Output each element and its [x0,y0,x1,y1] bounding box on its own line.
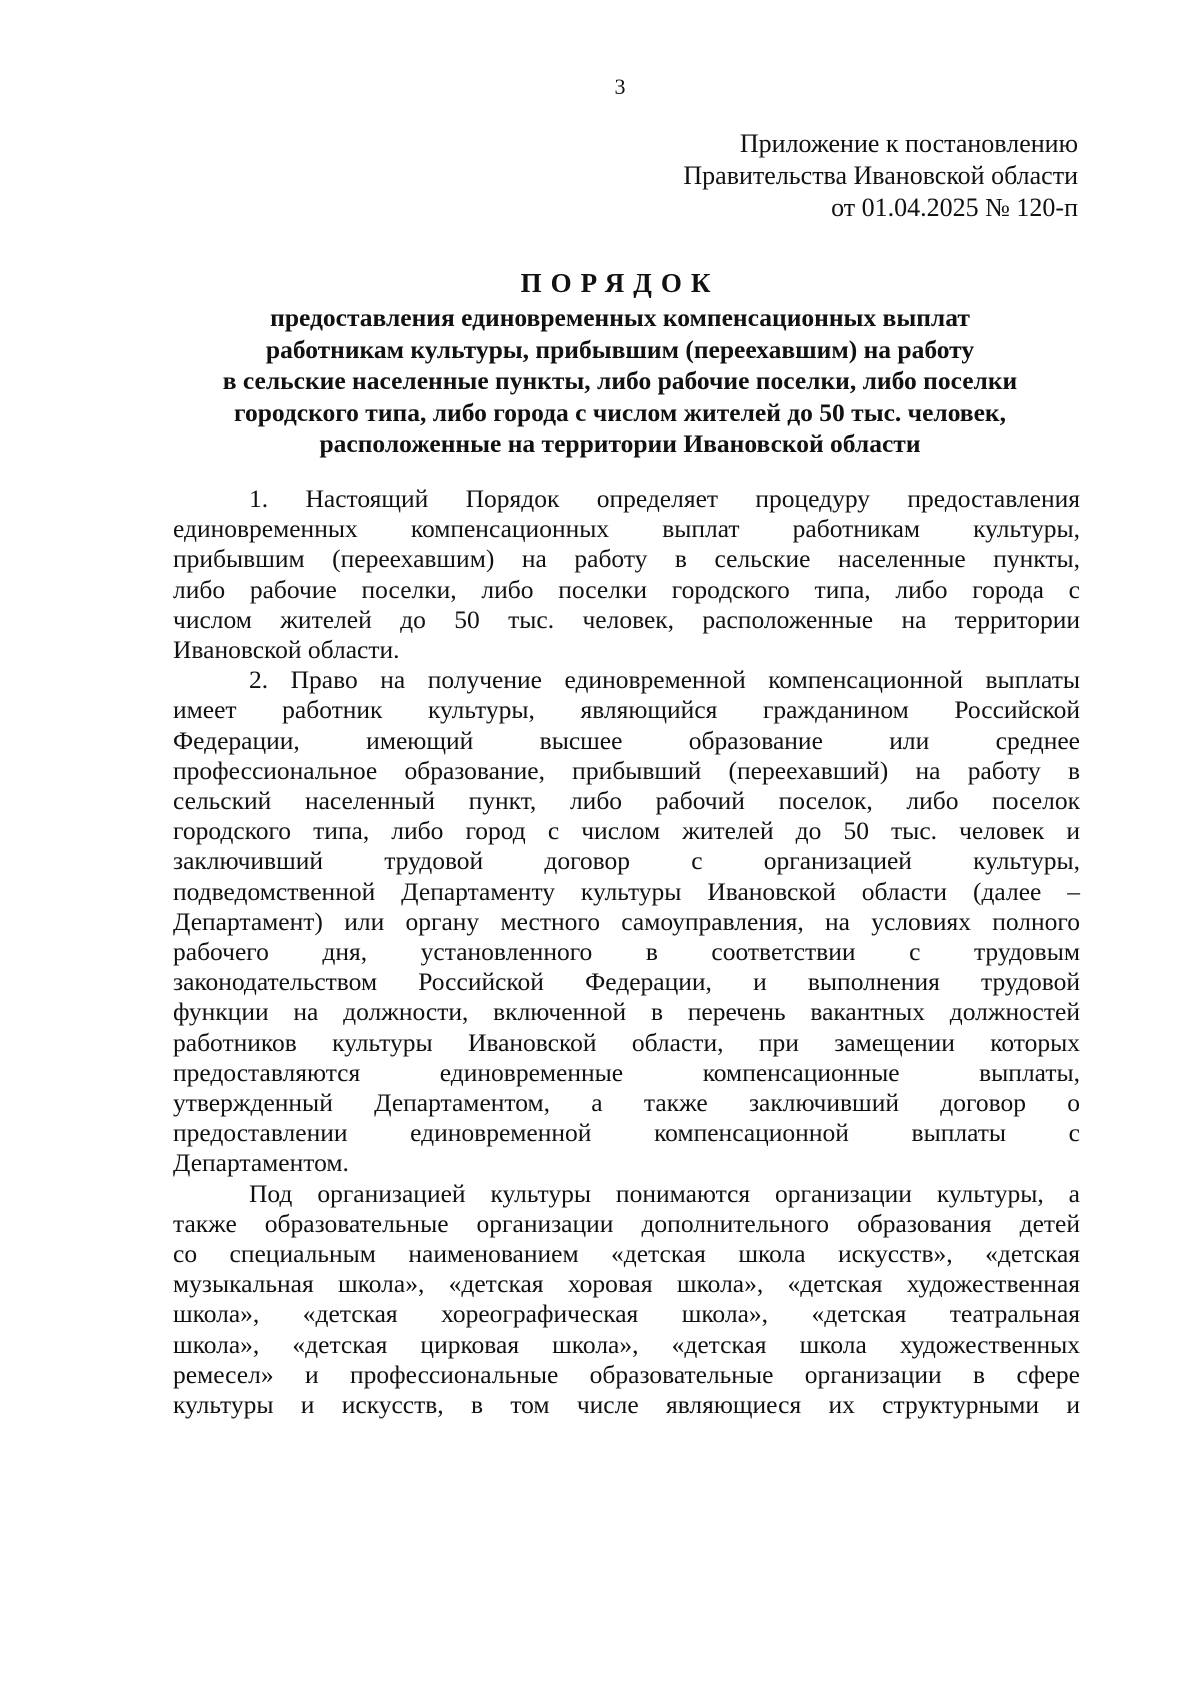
paragraph [173,665,1080,1178]
paragraph-line: со специальным наименованием «детская школа искусств», «детская [173,1239,1080,1269]
paragraph-line: рабочего дня, установленного в соответствии с трудовым [173,937,1080,967]
page-number: 3 [614,74,626,99]
paragraph-line: имеет работник культуры, являющийся гражданином Российской [173,695,1080,725]
paragraph-line: также образовательные организации дополнительного образования детей [173,1208,1080,1238]
paragraph-line: предоставлении единовременной компенсационной выплаты с [173,1118,1080,1148]
paragraph-line: ремесел» и профессиональные образовательные организации в сфере [173,1359,1080,1389]
paragraph-line: Ивановской области. [173,635,400,665]
paragraph-line: школа», «детская цирковая школа», «детская школа художественных [173,1329,1080,1359]
appendix-line: Правительства Ивановской области [683,161,1078,190]
document-subtitle [160,302,1080,460]
paragraph-line: Департаментом. [173,1148,349,1178]
paragraph-line: работников культуры Ивановской области, при замещении которых [173,1027,1080,1057]
paragraph-line: профессиональное образование, прибывший (переехавший) на работу в [173,755,1080,785]
paragraph-line: Департамент) или органу местного самоуправления, на условиях полного [173,906,1080,936]
appendix-line: от 01.04.2025 № 120-п [831,193,1078,222]
paragraph-line: 2. Право на получение единовременной компенсационной выплаты [249,665,1080,695]
paragraph-line: утвержденный Департаментом, а также заключивший договор о [173,1088,1080,1118]
paragraph-line: подведомственной Департаменту культуры Ивановской области (далее – [173,876,1080,906]
subtitle-line: предоставления единовременных компенсационных выплат [270,303,970,332]
subtitle-line: городского типа, либо города с числом жителей до 50 тыс. человек, [234,397,1006,427]
paragraph-line: числом жителей до 50 тыс. человек, расположенные на территории [173,604,1080,634]
paragraph-line: Федерации, имеющий высшее образование или среднее [173,725,1080,755]
appendix-line: Приложение к постановлению [739,129,1078,158]
paragraph-line: музыкальная школа», «детская хоровая школа», «детская художественная [173,1269,1080,1299]
document-title: ПОРЯДОК [520,268,720,298]
paragraph [173,1179,1080,1421]
paragraph-line: сельский населенный пункт, либо рабочий поселок, либо поселок [173,786,1080,816]
appendix-header [683,128,1078,224]
paragraph-line: заключивший трудовой договор с организацией культуры, [173,846,1080,876]
paragraph-line: школа», «детская хореографическая школа», «детская театральная [173,1299,1080,1329]
document-title-block [160,266,1080,460]
paragraph-line: городского типа, либо город с числом жителей до 50 тыс. человек и [173,816,1080,846]
subtitle-line: работникам культуры, прибывшим (переехавшим) на работу [265,334,975,364]
paragraph-line: культуры и искусств, в том числе являющиеся их структурными и [173,1390,1080,1420]
paragraph-line: прибывшим (переехавшим) на работу в сельские населенные пункты, [173,544,1080,574]
paragraph-line: предоставляются единовременные компенсационные выплаты, [173,1057,1080,1087]
paragraph-line: единовременных компенсационных выплат работникам культуры, [173,514,1080,544]
subtitle-line: в сельские населенные пункты, либо рабочие поселки, либо поселки [222,366,1018,395]
paragraph [173,484,1080,665]
paragraph-line: Под организацией культуры понимаются организации культуры, а [249,1178,1080,1208]
paragraph-line: либо рабочие поселки, либо поселки городского типа, либо города с [173,574,1080,604]
document-body [173,484,1080,1420]
subtitle-line: расположенные на территории Ивановской области [319,429,921,458]
paragraph-line: 1. Настоящий Порядок определяет процедуру предоставления [249,484,1080,513]
paragraph-line: законодательством Российской Федерации, и выполнения трудовой [173,967,1080,997]
paragraph-line: функции на должности, включенной в перечень вакантных должностей [173,997,1080,1027]
